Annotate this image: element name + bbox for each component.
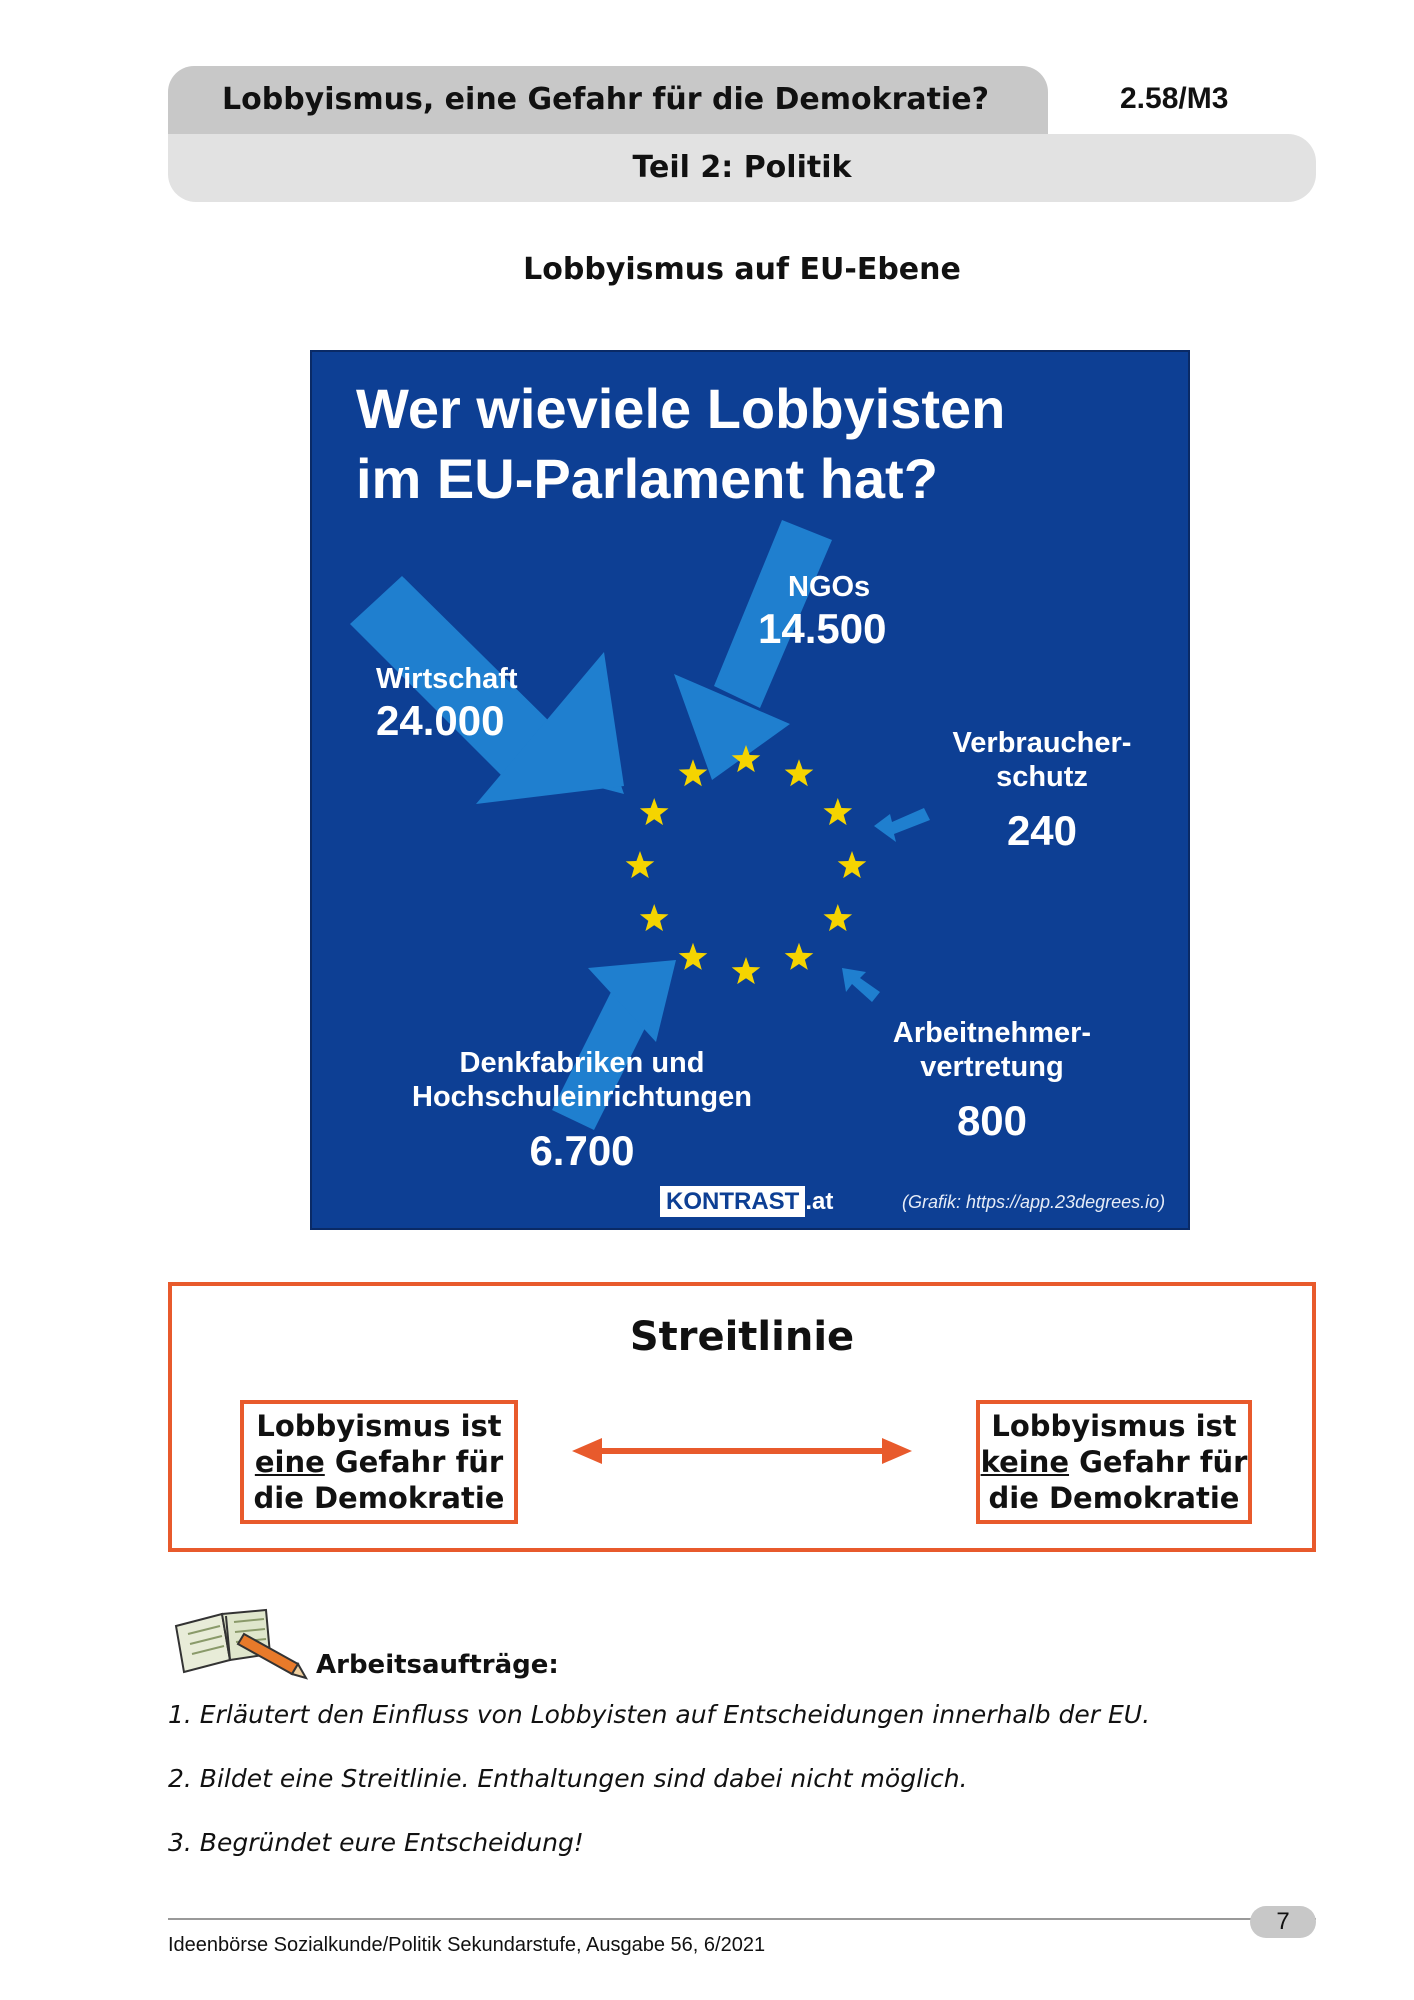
eu-star-icon [679,943,708,970]
group-ngos [758,570,886,654]
group-name-line2: schutz [996,761,1088,793]
position-right-line2 [980,1444,1248,1480]
group-wirtschaft [376,662,518,746]
group-name: Arbeitnehmer- [892,1017,1092,1049]
eu-star-icon [640,904,669,931]
infographic-title [356,374,1156,514]
eu-star-icon [824,798,853,825]
eu-star-icon [732,957,761,984]
position-right-keyword: keine [980,1445,1070,1479]
group-value: 800 [956,1097,1028,1144]
infographic-title-line1: Wer wieviele Lobbyisten [356,377,1006,440]
eu-star-icon [640,798,669,825]
group-name: NGOs [788,571,871,603]
eu-star-icon [824,904,853,931]
streitlinie-title: Streitlinie [629,1314,855,1360]
group-name-line2: vertretung [920,1051,1064,1083]
group-value: 14.500 [758,605,887,652]
kontrast-logo-suffix: .at [805,1188,834,1215]
group-name: Wirtschaft [376,663,518,695]
worksheet-title: Lobbyismus, eine Gefahr für die Demokratie? [222,82,990,117]
position-left-line2 [244,1444,514,1480]
group-name: Verbraucher- [952,727,1132,759]
eu-star-icon [785,943,814,970]
tasks-heading: Arbeitsaufträge: [316,1650,559,1680]
position-right-line3: die Demokratie [988,1481,1240,1515]
group-value: 240 [1006,807,1078,854]
eu-star-icon [838,851,867,878]
task-1: 1. Erläutert den Einfluss von Lobbyisten auf Entscheidungen innerhalb der EU. [168,1700,1151,1729]
group-name-line2: Hochschuleinrichtungen [412,1081,752,1113]
worksheet-subtitle: Teil 2: Politik [632,150,852,185]
footer-text: Ideenbörse Sozialkunde/Politik Sekundarstufe, Ausgabe 56, 6/2021 [168,1934,766,1956]
kontrast-logo-box: KONTRAST [660,1186,805,1217]
group-arbeitnehmervertretung [872,1016,1112,1146]
group-denkfabriken [392,1046,772,1176]
notebook-pencil-icon [168,1604,308,1680]
graphic-source: (Grafik: https://app.23degrees.io) [902,1192,1166,1212]
position-left [240,1400,518,1524]
worksheet-code: 2.58/M3 [1120,82,1229,115]
infographic-title-line2: im EU-Parlament hat? [356,447,938,510]
double-arrow-icon [572,1436,912,1466]
position-left-line1: Lobbyismus ist [256,1409,502,1443]
arrow-verbraucher-icon [874,808,930,842]
task-2: 2. Bildet eine Streitlinie. Enthaltungen sind dabei nicht möglich. [168,1764,968,1793]
position-left-keyword: eine [254,1445,325,1479]
eu-lobbyism-infographic [310,350,1190,1230]
arrow-arbeitnehmer-icon [842,968,880,1002]
group-name: Denkfabriken und [459,1047,705,1079]
kontrast-logo [660,1188,833,1216]
position-right-line1: Lobbyismus ist [991,1409,1237,1443]
page-number: 7 [1250,1906,1316,1938]
footer-divider [168,1918,1316,1920]
eu-star-icon [679,759,708,786]
eu-stars [626,745,867,984]
position-right [976,1400,1252,1524]
position-left-line3: die Demokratie [253,1481,505,1515]
section-title: Lobbyismus auf EU-Ebene [523,252,961,287]
group-value: 6.700 [529,1127,635,1174]
task-3: 3. Begründet eure Entscheidung! [168,1828,584,1857]
position-left-rest: Gefahr für [324,1445,504,1479]
group-value: 24.000 [376,697,505,744]
eu-star-icon [785,759,814,786]
position-right-rest: Gefahr für [1069,1445,1248,1479]
eu-star-icon [626,851,655,878]
group-verbraucherschutz [942,726,1142,856]
streitlinie-box [168,1282,1316,1552]
